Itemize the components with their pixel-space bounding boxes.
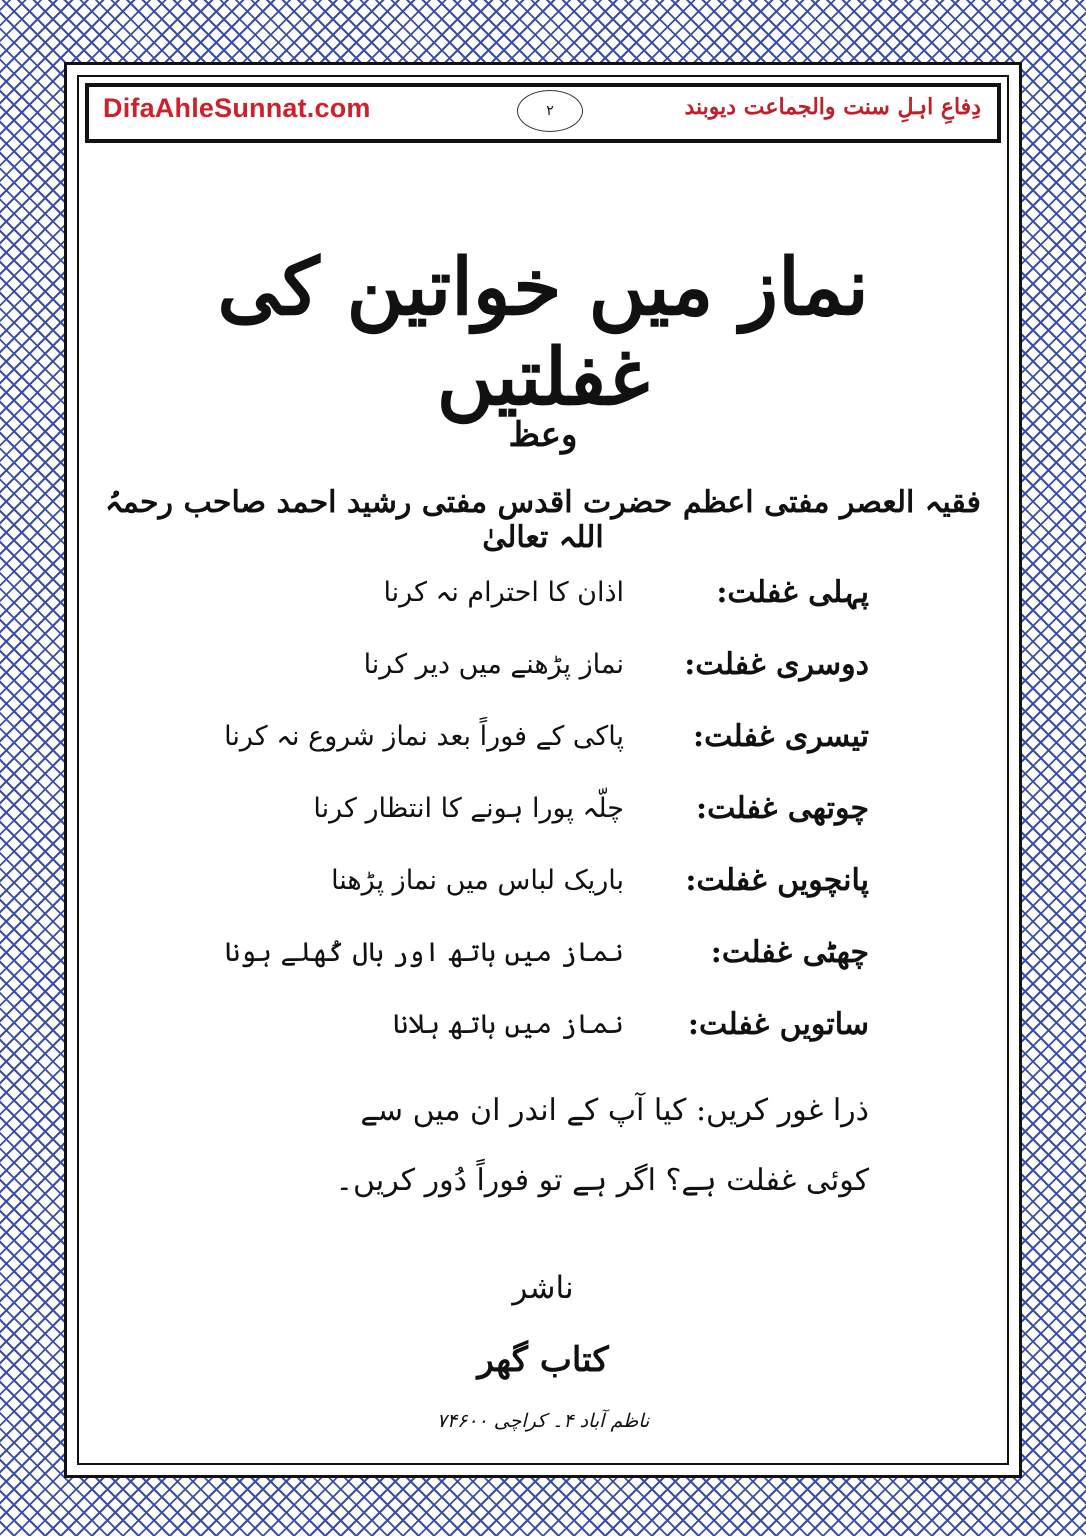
- item-label: ساتویں غفلت:: [687, 1007, 869, 1042]
- publisher-name: کتاب گھر: [477, 1340, 609, 1380]
- item-description: نماز میں ہاتھ ہلانا: [392, 1009, 624, 1040]
- page-number: ۲: [517, 90, 583, 132]
- item-label: چھٹی غفلت:: [710, 935, 869, 970]
- list-item: [67, 647, 1019, 703]
- list-item: [67, 935, 1019, 991]
- header-title: دِفاعِ اہلِ سنت والجماعت دیوبند: [684, 94, 981, 120]
- item-label: تیسری غفلت:: [693, 719, 869, 754]
- item-label: چوتھی غفلت:: [696, 791, 869, 826]
- list-item: [67, 791, 1019, 847]
- item-label: پانچویں غفلت:: [685, 863, 869, 898]
- item-description: چلّہ پورا ہونے کا انتظار کرنا: [313, 793, 624, 824]
- page-title: نماز میں خواتین کی غفلتیں: [217, 242, 869, 423]
- page-frame: [64, 62, 1022, 1478]
- item-description: اذان کا احترام نہ کرنا: [383, 577, 624, 608]
- publisher-label: ناشر: [512, 1270, 574, 1306]
- note-line-1: ذرا غور کریں: کیا آپ کے اندر ان میں سے: [360, 1093, 869, 1128]
- item-label: پہلی غفلت:: [716, 575, 869, 610]
- list-item: [67, 575, 1019, 631]
- item-description: نماز میں ہاتھ اور بال کُھلے ہونا: [224, 937, 624, 968]
- list-item: [67, 863, 1019, 919]
- item-description: پاکی کے فوراً بعد نماز شروع نہ کرنا: [224, 721, 624, 752]
- item-description: باریک لباس میں نماز پڑھنا: [331, 865, 624, 896]
- list-item: [67, 719, 1019, 775]
- note-line-2: کوئی غفلت ہے؟ اگر ہے تو فوراً دُور کریں۔: [335, 1163, 869, 1198]
- site-url-link[interactable]: DifaAhleSunnat.com: [103, 93, 371, 123]
- item-description: نماز پڑھنے میں دیر کرنا: [363, 649, 624, 680]
- subtitle-waaz: وعظ: [508, 415, 578, 455]
- author-line: فقیہ العصر مفتی اعظم حضرت اقدس مفتی رشید احمد صاحب رحمہُ اللہ تعالیٰ: [105, 485, 981, 555]
- publisher-address: ناظم آباد ۴۔ کراچی ۷۴۶۰۰: [436, 1410, 650, 1432]
- header-bar: [85, 83, 1001, 143]
- list-item: [67, 1007, 1019, 1063]
- item-label: دوسری غفلت:: [684, 647, 869, 682]
